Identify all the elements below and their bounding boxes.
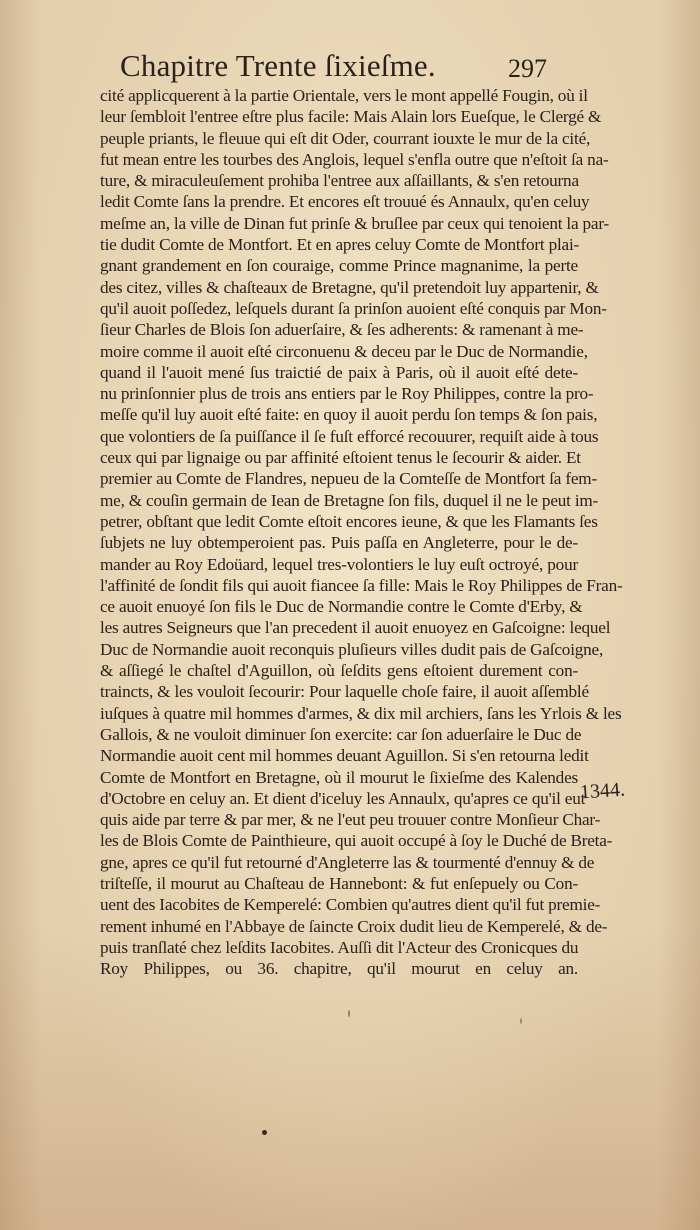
text-line: gnant grandement en ſon couraige, comme Prince magnanime, la perte: [100, 256, 578, 276]
text-line: puis tranſlaté chez leſdits Iacobites. Auſſi dit l'Acteur des Cronicques du: [100, 937, 579, 957]
text-line: meſme an, la ville de Dinan fut prinſe & bruſlee par ceux qui tenoient la par-: [100, 213, 610, 233]
text-line: les autres Seigneurs que l'an precedent il auoit enuoyez en Gaſcoigne: lequel: [100, 618, 611, 638]
text-line: quis aide par terre & par mer, & ne l'eut peu trouuer contre Monſieur Char-: [100, 810, 601, 830]
text-line: les de Blois Comte de Painthieure, qui auoit occupé à ſoy le Duché de Breta-: [100, 831, 613, 851]
text-line: leur ſembloit l'entree eſtre plus facile: Mais Alain lors Eueſque, le Clergé &: [100, 107, 602, 127]
text-line: Duc de Normandie auoit reconquis pluſieurs villes dudit pais de Gaſcoigne,: [100, 639, 604, 659]
ink-speck: [520, 1018, 522, 1024]
text-line: l'affinité de ſondit fils qui auoit fiancee ſa fille: Mais le Roy Philippes de Fran-: [100, 575, 623, 595]
text-line: Roy Philippes, ou 36. chapitre, qu'il mourut en celuy an.: [100, 959, 578, 979]
text-line: que volontiers de ſa puiſſance il ſe fuſt efforcé recouurer, requiſt aide à tous: [100, 426, 599, 446]
text-line: Gallois, & ne vouloit diminuer ſon exercite: car ſon aduerſaire le Duc de: [100, 724, 582, 744]
text-line: Comte de Montfort en Bretagne, où il mourut le ſixieſme des Kalendes: [100, 767, 578, 787]
text-line: & aſſiegé le chaſtel d'Aguillon, où ſeſdits gens eſtoient durement con-: [100, 661, 578, 681]
text-line: traincts, & les vouloit ſecourir: Pour laquelle choſe faire, il auoit aſſemblé: [100, 682, 589, 702]
text-line: cité applicquerent à la partie Orientale, vers le mont appellé Fougin, où il: [100, 86, 588, 105]
text-line: ſieur Charles de Blois ſon aduerſaire, & ſes adherents: & ramenant à me-: [100, 320, 584, 340]
text-line: [100, 979, 578, 1000]
text-line: d'Octobre en celuy an. Et dient d'iceluy les Annaulx, qu'apres ce qu'il eut: [100, 788, 586, 808]
page-number: 297: [508, 54, 547, 83]
text-line: ceux qui par lignaige ou par affinité eſtoient tenus le ſecourir & aider. Et: [100, 448, 581, 468]
text-line: des citez, villes & chaſteaux de Bretagne, qu'il pretendoit luy appartenir, &: [100, 277, 599, 297]
margin-note-year: 1344.: [579, 778, 626, 804]
text-line: ture, & miraculeuſement prohiba l'entree aux aſſaillants, & s'en retourna: [100, 171, 579, 191]
text-line: mander au Roy Edoüard, lequel tres-volontiers le luy euſt octroyé, pour: [100, 554, 578, 574]
running-head: Chapitre Trente ſixieſme.: [120, 48, 436, 83]
text-line: fut mean entre les tourbes des Anglois, lequel s'enfla outre que n'eſtoit ſa na-: [100, 149, 609, 169]
text-line: rement inhumé en l'Abbaye de ſaincte Croix dudit lieu de Kemperelé, & de-: [100, 916, 608, 936]
text-line: me, & couſin germain de Iean de Bretagne ſon fils, duquel il ne le peut im-: [100, 490, 599, 510]
text-line: premier au Comte de Flandres, nepueu de la Comteſſe de Montfort ſa fem-: [100, 469, 597, 489]
text-line: gne, apres ce qu'il fut retourné d'Angleterre las & tourmenté d'ennuy & de: [100, 852, 595, 872]
text-line: uent des Iacobites de Kemperelé: Combien qu'autres dient qu'il fut premie-: [100, 895, 601, 915]
text-line: nu prinſonnier plus de trois ans entiers par le Roy Philippes, contre la pro-: [100, 384, 594, 404]
text-line: Normandie auoit cent mil hommes deuant Aguillon. Si s'en retourna ledit: [100, 746, 589, 766]
text-line: moire comme il auoit eſté circonuenu & deceu par le Duc de Normandie,: [100, 341, 588, 361]
text-line: ce auoit enuoyé ſon fils le Duc de Normandie contre le Comte d'Erby, &: [100, 597, 583, 617]
ink-speck: [262, 1130, 267, 1135]
text-line: ſubjets ne luy obtemperoient pas. Puis paſſa en Angleterre, pour le de-: [100, 533, 578, 553]
text-line: ledit Comte ſans la prendre. Et encores eſt trouué és Annaulx, qu'en celuy: [100, 192, 590, 212]
text-line: meſſe qu'il luy auoit eſté faite: en quoy il auoit perdu ſon temps & ſon pais,: [100, 405, 598, 425]
text-line: tie dudit Comte de Montfort. Et en apres celuy Comte de Montfort plai-: [100, 235, 580, 255]
text-line: quand il l'auoit mené ſus traictié de paix à Paris, où il auoit eſté dete-: [100, 362, 578, 382]
ink-speck: [348, 1010, 350, 1017]
text-line: peuple priants, le fleuue qui eſt dit Oder, courrant iouxte le mur de la cité,: [100, 128, 591, 148]
text-line: triſteſſe, il mourut au Chaſteau de Hannebont: & fut enſepuely ou Con-: [100, 873, 578, 893]
text-line: petrer, obſtant que ledit Comte eſtoit encores ieune, & que les Flamants ſes: [100, 511, 598, 531]
text-line: iuſques à quatre mil hommes d'armes, & dix mil archiers, ſans les Yrlois & les: [100, 703, 622, 723]
text-line: qu'il auoit poſſedez, leſquels durant ſa prinſon auoient eſté conquis par Mon-: [100, 298, 607, 318]
